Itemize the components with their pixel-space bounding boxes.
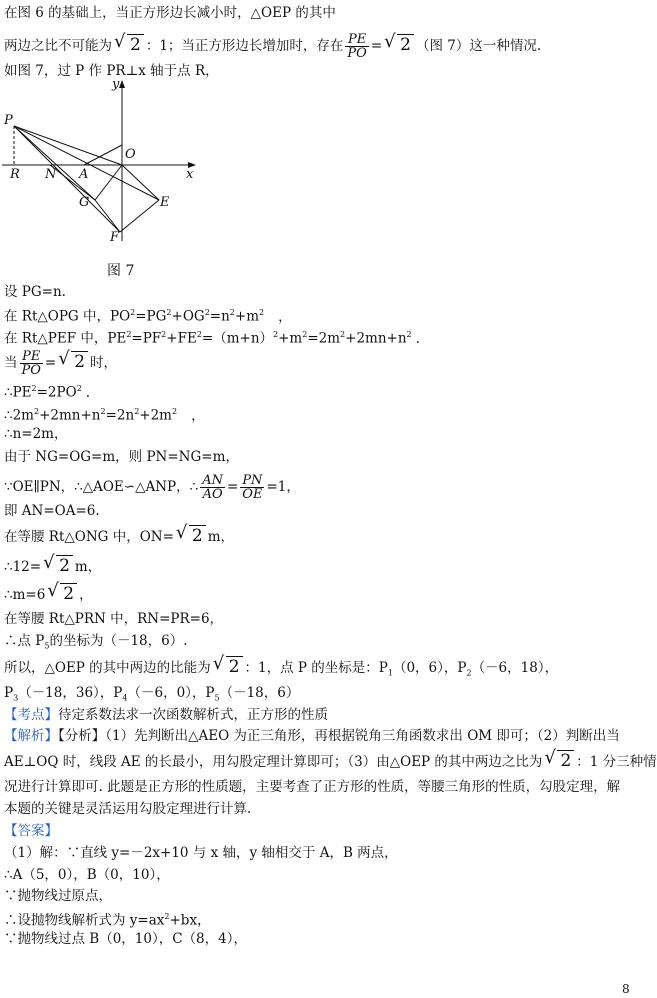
tag-jiexi: 【解析】: [4, 728, 58, 744]
text-line: 在等腰 Rt△ONG 中，ON= √ 2 m，: [4, 522, 235, 546]
text-line: ∴点 $P_5$的坐标为（－18，6）.: [4, 633, 188, 651]
text-line: 在 Rt△OPG 中，$PO^2=PG^2+OG^2=n^2+m^2$ ，: [4, 308, 292, 325]
text-line: ∴A（5，0），B（0，10），: [4, 867, 170, 883]
text-line: 由于 NG=OG=m，则 PN=NG=m，: [4, 449, 239, 465]
text-line: 【解析】【分析】（1）先判断出△AEO 为正三角形，再根据锐角三角函数求出 OM 即可；（2）判断出当: [4, 728, 620, 744]
text-line: ∵抛物线过点 B（0，10），C（8，4），: [4, 931, 247, 947]
geometry-figure: [2, 76, 202, 256]
segment-po: [14, 126, 122, 165]
label-f: F: [110, 230, 120, 245]
text: 在图 6 的基础上，当正方形边长减小时，△OEP 的其中: [4, 5, 336, 21]
label-n: N: [45, 167, 57, 182]
text-line: 在 Rt△PEF 中，$PE^2=PF^2+FE^2=(m+n)^2+m^2=2m^2+2mn+n^2$ .: [4, 330, 420, 347]
text-line: 在等腰 Rt△PRN 中，RN=PR=6，: [4, 611, 224, 627]
text-line: （1）解：∵直线 y=－2x+10 与 x 轴，y 轴相交于 A，B 两点，: [4, 845, 398, 861]
text-line: 况进行计算即可. 此题是正方形的性质题，主要考查了正方形的性质，等腰三角形的性质，勾股定理，解: [4, 779, 621, 795]
text-line: ∴设抛物线解析式为 $y=ax^2+bx$，: [4, 912, 211, 929]
text-line: AE⊥OQ 时，线段 AE 的长最小，用勾股定理计算即可；（3）由△OEP 的其中两边之比为 √ 2 ：1 分三种情: [4, 747, 657, 771]
label-g: G: [79, 195, 90, 210]
text-line: $\therefore 2m^2+2mn+n^2=2n^2+2m^2$ ，: [4, 407, 205, 424]
text-line: 即 AN=OA=6.: [4, 503, 100, 519]
segment-oe: [122, 165, 159, 200]
page-number: 8: [622, 982, 630, 996]
label-r: R: [10, 167, 20, 182]
text-line: 所以，△OEP 的其中两边的比能为 √ 2 ：1，点 P 的坐标是：$P_1(0$，6），$P_2(-6$，18），: [4, 653, 559, 678]
text-line: $P_3(-18$，36），$P_4(-6$，0），$P_5(-18$，6）: [4, 685, 300, 703]
text-line: ∴12= √ 2 m，: [4, 552, 102, 576]
text-line: 两边之比不可能为 √ 2 ：1；当正方形边长增加时，存在 $\frac{PE}{PO}$ = √ 2 （图 7）这一种情况.: [4, 31, 542, 61]
text-line: ∵抛物线过原点，: [4, 888, 112, 904]
text-line: 【考点】待定系数法求一次函数解析式，正方形的性质: [4, 707, 328, 723]
text-line: [4, 822, 58, 840]
segment-pg: [14, 126, 95, 200]
label-a: A: [79, 167, 89, 182]
label-p: P: [4, 113, 13, 128]
text: （图 7）这一种情况.: [415, 38, 542, 54]
tag-kaodian: 【考点】: [4, 707, 58, 723]
y-arrow: [119, 80, 125, 88]
text-line: 当 $\frac{PE}{PO}$ = √ 2 时，: [4, 348, 118, 378]
text: ：1；当正方形边长增加时，存在: [145, 38, 344, 54]
text-line: 本题的关键是灵活运用勾股定理进行计算.: [4, 801, 252, 817]
fraction: $\frac{PE}{PO}$: [347, 32, 367, 61]
text-line: [4, 4, 336, 22]
text-line: 设 PG=n.: [4, 284, 66, 300]
segment-go: [95, 165, 122, 200]
figure-caption: 图 7: [107, 263, 135, 279]
segment-pf: [14, 126, 120, 232]
label-o: O: [125, 147, 136, 162]
text: 如图 7，过 P 作 PR⊥x 轴于点 R，: [4, 63, 219, 79]
sqrt: √ 2: [114, 36, 144, 55]
text-line: ∴n=2m，: [4, 426, 68, 442]
segment-a: [84, 145, 122, 165]
segment-ef: [120, 200, 159, 232]
label-e: E: [160, 195, 170, 210]
text-line: $\therefore PE^2=2PO^2$ .: [4, 384, 91, 401]
segment-pe: [14, 126, 159, 200]
text: 两边之比不可能为: [4, 38, 112, 54]
label-y: y: [112, 77, 120, 92]
sqrt: √ 2: [384, 36, 414, 55]
text-line: ∵OE∥PN，∴△AOE∽△ANP，∴ $\frac{AN}{AO}$ = $\frac{PN}{OE}$ =1，: [4, 473, 300, 502]
label-x: x: [186, 167, 194, 182]
tag-daan: 【答案】: [4, 823, 58, 839]
segment-fg: [95, 200, 120, 232]
text-line: ∴m=6 √ 2 ，: [4, 580, 93, 604]
